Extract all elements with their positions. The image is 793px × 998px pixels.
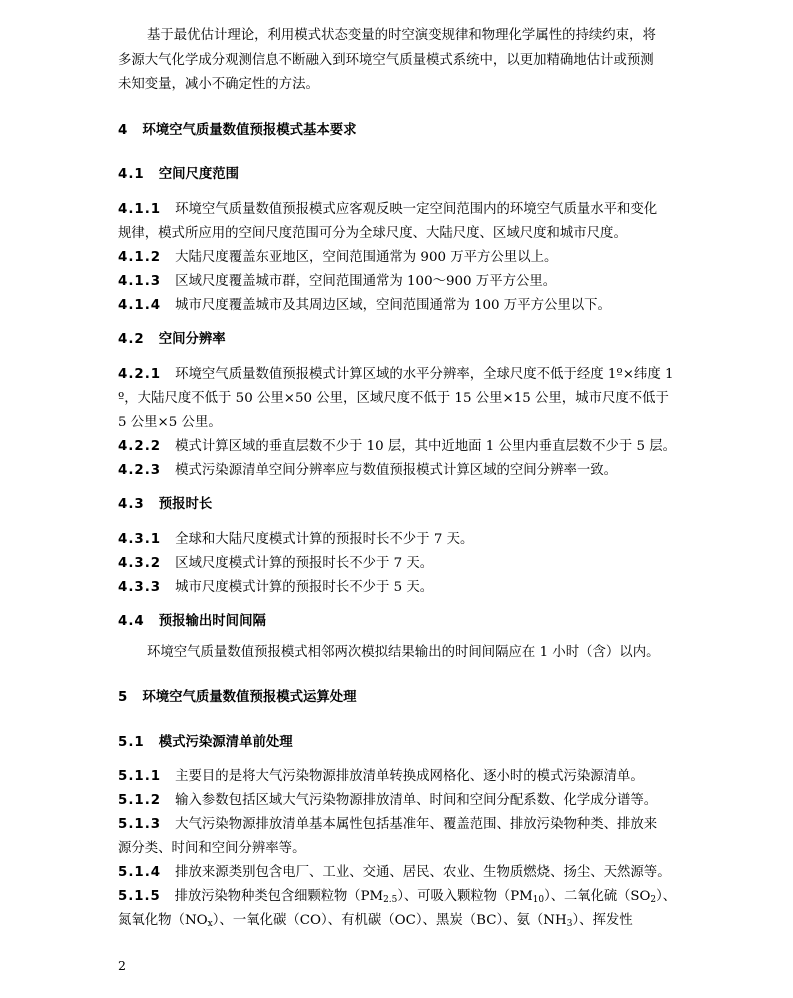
clause-line: 氮氧化物$(NO_x)$、一氧化碳（CO）、有机碳（OC）、黑炭（BC）、氨$(NH_3)$、挥发性 bbox=[118, 913, 633, 929]
clause-line: 4.1.1 环境空气质量数值预报模式应客观反映一定空间范围内的环境空气质量水平和变化 bbox=[118, 202, 658, 217]
subsection-heading: 5.1 模式污染源清单前处理 bbox=[118, 735, 293, 750]
clause-line: 5.1.5 排放污染物种类包含细颗粒物$(PM_{2.5})$、可吸入颗粒物$(PM_{10})$、二氧化硫$(SO_2)$、 bbox=[118, 889, 677, 905]
clause-line: 5.1.2 输入参数包括区域大气污染物源排放清单、时间和空间分配系数、化学成分谱等。 bbox=[118, 793, 658, 808]
section-heading: 5 环境空气质量数值预报模式运算处理 bbox=[118, 690, 357, 705]
clause-line: 5.1.1 主要目的是将大气污染物源排放清单转换成网格化、逐小时的模式污染源清单。 bbox=[118, 769, 644, 784]
paragraph-line: 多源大气化学成分观测信息不断融入到环境空气质量模式系统中，以更加精确地估计或预测 bbox=[118, 53, 654, 68]
clause-line: 4.3.2 区域尺度模式计算的预报时长不少于 7 天。 bbox=[118, 556, 434, 571]
clause-line: 规律，模式所应用的空间尺度范围可分为全球尺度、大陆尺度、区域尺度和城市尺度。 bbox=[118, 226, 627, 241]
clause-line: º，大陆尺度不低于 50 公里×50 公里，区域尺度不低于 15 公里×15 公里，城市尺度不低于 bbox=[118, 391, 669, 406]
clause-line: 5.1.4 排放来源类别包含电厂、工业、交通、居民、农业、生物质燃烧、扬尘、天然源等。 bbox=[118, 865, 671, 880]
paragraph-line: 环境空气质量数值预报模式相邻两次模拟结果输出的时间间隔应在 1 小时（含）以内。 bbox=[147, 645, 660, 660]
paragraph-line: 未知变量，减小不确定性的方法。 bbox=[118, 77, 319, 92]
clause-line: 5 公里×5 公里。 bbox=[118, 415, 222, 430]
clause-line: 4.3.1 全球和大陆尺度模式计算的预报时长不少于 7 天。 bbox=[118, 532, 474, 547]
subsection-heading: 4.4 预报输出时间间隔 bbox=[118, 614, 266, 629]
subsection-heading: 4.2 空间分辨率 bbox=[118, 332, 226, 347]
clause-line: 4.2.3 模式污染源清单空间分辨率应与数值预报模式计算区域的空间分辨率一致。 bbox=[118, 463, 618, 478]
subsection-heading: 4.3 预报时长 bbox=[118, 497, 213, 512]
clause-line: 4.2.2 模式计算区域的垂直层数不少于 10 层，其中近地面 1 公里内垂直层数不少于 5 层。 bbox=[118, 439, 676, 454]
clause-line: 4.1.4 城市尺度覆盖城市及其周边区域，空间范围通常为 100 万平方公里以下。 bbox=[118, 298, 611, 313]
clause-line: 5.1.3 大气污染物源排放清单基本属性包括基准年、覆盖范围、排放污染物种类、排放来 bbox=[118, 817, 658, 832]
subsection-heading: 4.1 空间尺度范围 bbox=[118, 167, 240, 182]
clause-line: 4.3.3 城市尺度模式计算的预报时长不少于 5 天。 bbox=[118, 580, 434, 595]
paragraph-line: 基于最优估计理论，利用模式状态变量的时空演变规律和物理化学属性的持续约束，将 bbox=[147, 28, 656, 43]
clause-line: 4.1.3 区域尺度覆盖城市群，空间范围通常为 100～900 万平方公里。 bbox=[118, 274, 557, 289]
clause-line: 源分类、时间和空间分辨率等。 bbox=[118, 841, 306, 856]
page-number: 2 bbox=[118, 958, 126, 973]
clause-line: 4.1.2 大陆尺度覆盖东亚地区，空间范围通常为 900 万平方公里以上。 bbox=[118, 250, 558, 265]
clause-line: 4.2.1 环境空气质量数值预报模式计算区域的水平分辨率，全球尺度不低于经度 1º×纬度 1 bbox=[118, 367, 674, 382]
section-heading: 4 环境空气质量数值预报模式基本要求 bbox=[118, 123, 357, 138]
